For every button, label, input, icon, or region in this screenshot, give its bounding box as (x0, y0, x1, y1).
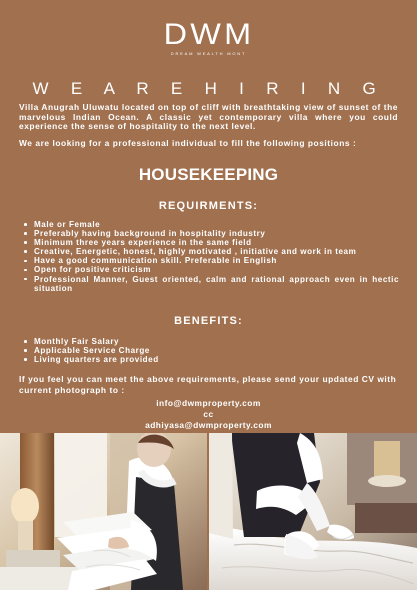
requirement-item: Professional Manner, Guest oriented, calm and rational approach even in hectic situation (23, 275, 399, 293)
positions-intro: We are looking for a professional individual to fill the following positions : (19, 138, 357, 148)
cc-email-link[interactable]: adhiyasa@dwmproperty.com (145, 420, 272, 430)
company-logo (0, 20, 417, 56)
requirements-list (23, 220, 399, 293)
benefit-item: Applicable Service Charge (23, 346, 399, 355)
hiring-headline: W E A R E H I R I N G (32, 79, 385, 98)
requirement-item: Minimum three years experience in the same field (23, 238, 399, 247)
cc-label: cc (203, 409, 214, 419)
towels-photo-icon (0, 433, 207, 590)
application-instructions: If you feel you can meet the above requirements, please send your updated CV with current photograph to : (19, 374, 397, 395)
bed-photo-icon (209, 433, 417, 590)
position-title: HOUSEKEEPING (138, 165, 279, 184)
logo-mark: DWM (163, 18, 254, 51)
requirement-item: Preferably having background in hospitality industry (23, 229, 399, 238)
requirements-heading: REQUIRMENTS: (158, 200, 259, 212)
requirement-item: Have a good communication skill. Preferable in English (23, 256, 399, 265)
housekeeper-holding-towels-photo (0, 433, 207, 590)
benefit-item: Living quarters are provided (23, 355, 399, 364)
requirement-item: Male or Female (23, 220, 399, 229)
housekeeper-making-bed-photo (209, 433, 417, 590)
primary-email-link[interactable]: info@dwmproperty.com (156, 398, 261, 408)
benefits-heading: BENEFITS: (174, 315, 243, 327)
benefit-item: Monthly Fair Salary (23, 337, 399, 346)
logo-tagline: DREAM WEALTH MONT (170, 51, 247, 56)
benefits-list (23, 337, 399, 364)
villa-description: Villa Anugrah Uluwatu located on top of cliff with breathtaking view of sunset of the marvelous Indian Ocean. A classic yet contemporary villa where you could experience the sense of hospitality to the next level. (19, 102, 398, 131)
requirement-item: Creative, Energetic, honest, highly motivated , initiative and work in team (23, 247, 399, 256)
requirement-item: Open for positive criticism (23, 265, 399, 274)
